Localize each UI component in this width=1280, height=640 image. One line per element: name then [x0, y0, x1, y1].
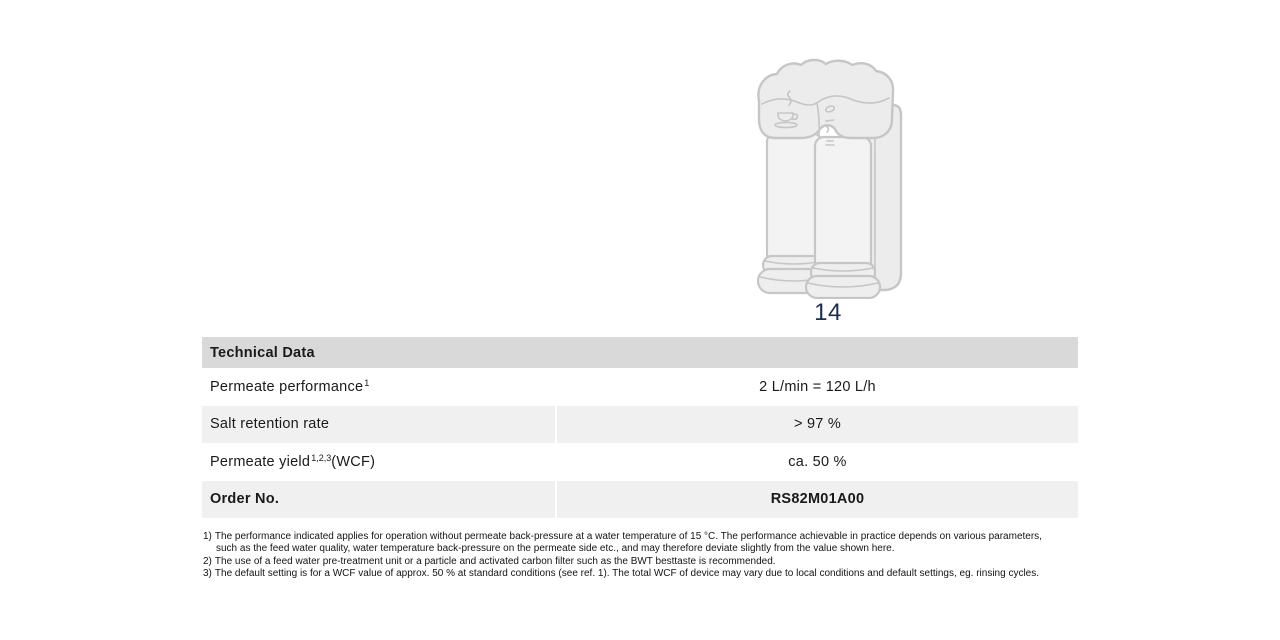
- table-row: [202, 481, 1078, 519]
- right-cartridge: [815, 137, 871, 271]
- row-label: Salt retention rate: [202, 406, 555, 444]
- table-title: Technical Data: [202, 337, 1078, 368]
- device-figure: [748, 57, 908, 326]
- technical-data-table: [202, 337, 1078, 518]
- table-row: [202, 368, 1078, 406]
- footnote: [203, 568, 1059, 580]
- table-row: [202, 443, 1078, 481]
- row-value: RS82M01A00: [557, 481, 1078, 519]
- row-value: ca. 50 %: [788, 453, 847, 470]
- footnote-text: The use of a feed water pre-treatment unit or a particle and activated carbon filter such as the BWT besttaste is recommended.: [214, 555, 776, 567]
- footnotes: [203, 531, 1059, 580]
- footnote-text: The performance indicated applies for operation without permeate back-pressure at a water temperature of 15 °C. The performance achievable in practice depends on various parameters, such as the feed water quality, water temperature back-pressure on the permeate side etc., and may therefore deviate slightly from the value shown here.: [214, 531, 1042, 555]
- table-rows: [202, 368, 1078, 518]
- water-filter-device-illustration: [749, 57, 907, 299]
- figure-caption: 14: [814, 299, 842, 326]
- row-label: Order No.: [202, 481, 555, 519]
- footnote-marker: 3): [203, 567, 212, 579]
- footnote-marker: 1): [203, 531, 212, 542]
- row-value: 2 L/min = 120 L/h: [759, 378, 876, 395]
- footnote: [203, 556, 1059, 568]
- table-row: [202, 406, 1078, 444]
- row-label: Permeate yield $^{1,2,3}$ (WCF): [210, 452, 376, 470]
- left-cartridge: [767, 133, 821, 263]
- footnote: [203, 531, 1059, 556]
- row-label: Permeate performance $^1$: [210, 377, 370, 395]
- footnote-marker: 2): [203, 555, 212, 567]
- footnote-text: The default setting is for a WCF value of approx. 50 % at standard conditions (see ref. 1). The total WCF of device may vary due to local conditions and default settings, eg. rinsing cycles.: [214, 567, 1040, 579]
- row-value: > 97 %: [557, 406, 1078, 444]
